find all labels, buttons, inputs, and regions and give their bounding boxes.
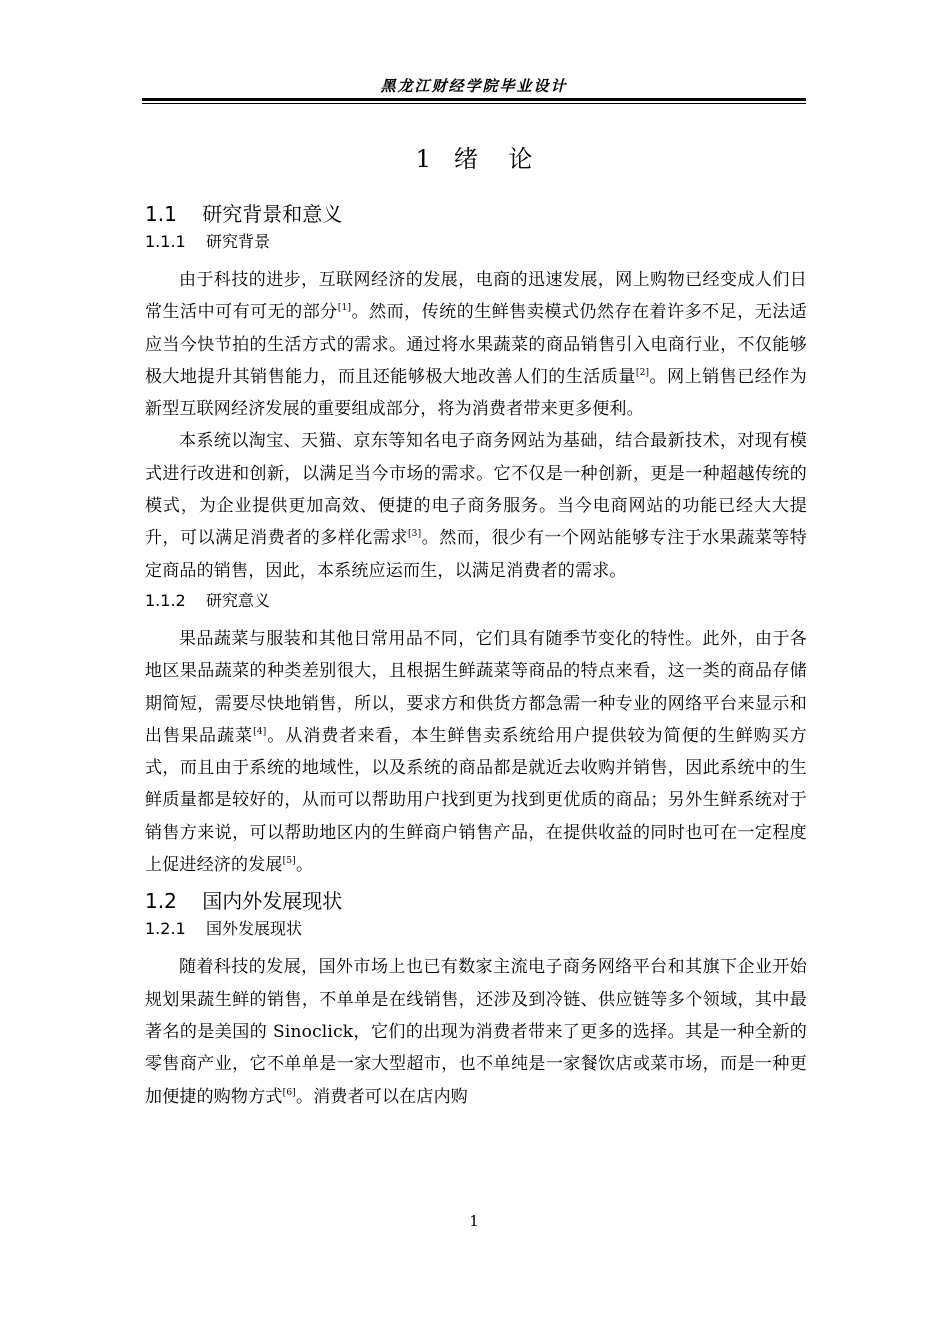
text-run: 随着科技的发展，国外市场上也已有数家主流电子商务网络平台和其旗下企业开始规划果蔬生鲜的销售，不单单是在线销售，还涉及到冷链、供应链等多个领域，其中最著名的是美国的 Sinoclick，它们的出现为消费者带来了更多的选择。其是一种全新的零售商产业，它不单单是一家大型超市，也不单纯是一家餐饮店或菜市场，而是一种更加便捷的购物方式 xyxy=(145,957,807,1107)
text-run: 本系统以淘宝、天猫、京东等知名电子商务网站为基础，结合最新技术，对现有模式进行改进和创新，以满足当今市场的需求。它不仅是一种创新，更是一种超越传统的模式，为企业提供更加高效、便捷的电子商务服务。当今电商网站的功能已经大大提升，可以满足消费者的多样化需求 xyxy=(145,431,807,549)
text-run: 。 xyxy=(295,855,314,876)
citation-ref: [1] xyxy=(337,303,352,314)
header-rule-thin xyxy=(142,103,806,104)
chapter-title: 1 绪 论 xyxy=(415,145,533,173)
paragraph-background-1 xyxy=(145,264,807,425)
subsection-heading-1-1-1: 1.1.1 研究背景 xyxy=(145,232,271,251)
text-run: 由于科技的进步，互联网经济的发展，电商的迅速发展，网上购物已经变成人们日常生活中可有可无的部分 xyxy=(145,270,807,323)
section-heading-1-1: 1.1 研究背景和意义 xyxy=(145,202,343,226)
text-run: 。然而，很少有一个网站能够专注于水果蔬菜等特定商品的销售，因此，本系统应运而生，以满足消费者的需求。 xyxy=(145,528,808,581)
text-run: 。然而，传统的生鲜售卖模式仍然存在着许多不足，无法适应当今快节拍的生活方式的需求。通过将水果蔬菜的商品销售引入电商行业，不仅能够极大地提升其销售能力，而且还能够极大地改善人们的生活质量 xyxy=(145,302,807,387)
text-run: 。从消费者来看，本生鲜售卖系统给用户提供较为简便的生鲜购买方式，而且由于系统的地域性，以及系统的商品都是就近去收购并销售，因此系统中的生鲜质量都是较好的，从而可以帮助用户找到更为找到更优质的商品；另外生鲜系统对于销售方来说，可以帮助地区内的生鲜商户销售产品，在提供收益的同时也可在一定程度上促进经济的发展 xyxy=(145,725,807,876)
citation-ref: [3] xyxy=(407,529,422,540)
section-heading-1-2: 1.2 国内外发展现状 xyxy=(145,889,343,914)
paragraph-significance xyxy=(145,623,807,881)
page-number: 1 xyxy=(469,1212,479,1230)
citation-ref: [4] xyxy=(253,726,267,737)
subsection-heading-1-2-1: 1.2.1 国外发展现状 xyxy=(145,919,303,939)
header-rule-thick xyxy=(142,98,806,101)
document-body xyxy=(145,200,807,1113)
subsection-heading-1-1-2: 1.1.2 研究意义 xyxy=(145,590,271,610)
citation-ref: [6] xyxy=(282,1087,296,1098)
page-header: 黑龙江财经学院毕业设计 xyxy=(380,77,568,95)
paragraph-background-2 xyxy=(145,425,807,586)
citation-ref: [2] xyxy=(635,367,650,378)
paragraph-foreign-status xyxy=(145,951,807,1112)
citation-ref: [5] xyxy=(282,856,296,867)
text-run: 。消费者可以在店内购 xyxy=(295,1086,468,1107)
text-run: 。网上销售已经作为新型互联网经济发展的重要组成部分，将为消费者带来更多便利。 xyxy=(145,366,807,420)
text-run: 果品蔬菜与服装和其他日常用品不同，它们具有随季节变化的特性。此外，由于各地区果品蔬菜的种类差别很大，且根据生鲜蔬菜等商品的特点来看，这一类的商品存储期简短，需要尽快地销售，所以，要求方和供货方都急需一种专业的网络平台来显示和出售果品蔬菜 xyxy=(145,628,807,746)
